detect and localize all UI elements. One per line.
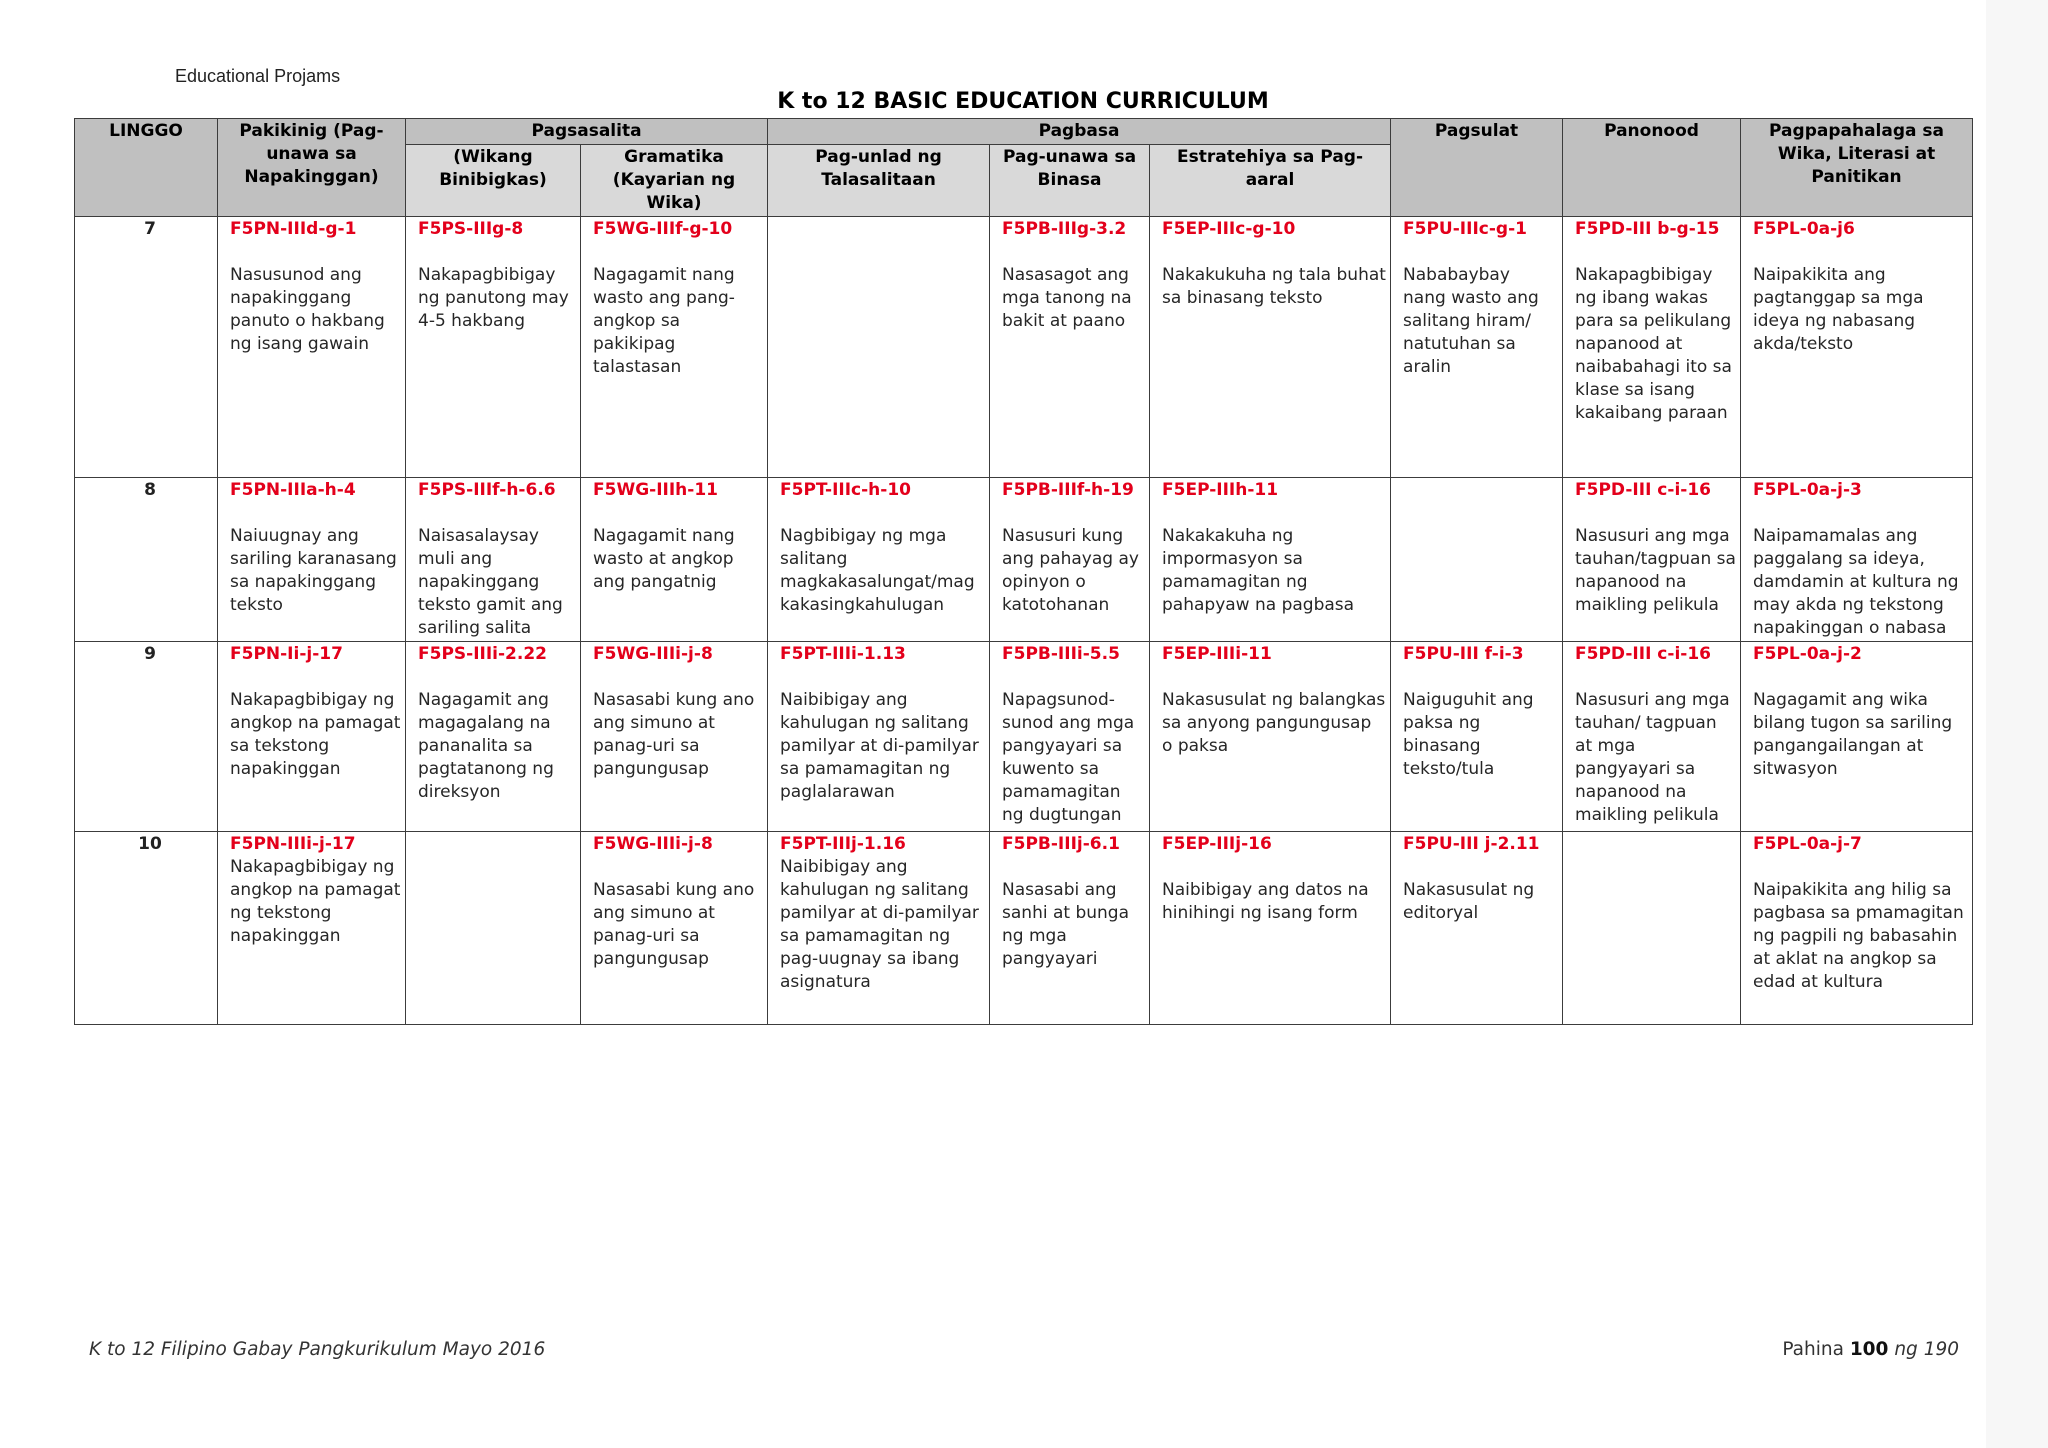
competency-description: Nakasusulat ng editoryal <box>1403 880 1535 923</box>
competency-description: Nagagamit ang wika bilang tugon sa sariling pangangailangan at sitwasyon <box>1753 690 1953 779</box>
table-row-week-7 <box>75 217 1973 478</box>
competency-description: Nasasabi kung ano ang simuno at panag-uri sa pangungusap <box>593 880 755 969</box>
header-pagbasa: Pagbasa <box>768 119 1391 145</box>
subheader-talasalitaan: Pag-unlad ng Talasalitaan <box>768 145 990 217</box>
subheader-wikang-binibigkas: (Wikang Binibigkas) <box>406 145 581 217</box>
competency-description: Naiguguhit ang paksa ng binasang teksto/tula <box>1403 690 1534 779</box>
competency-code: F5PU-IIIc-g-1 <box>1403 219 1527 239</box>
competency-description: Naipakikita ang hilig sa pagbasa sa pmamagitan ng pagpili ng babasahin at aklat na angkop sa edad at kultura <box>1753 880 1964 992</box>
cell-talasalitaan <box>768 832 990 1025</box>
competency-code: F5WG-IIIi-j-8 <box>593 834 713 854</box>
competency-description: Nakapagbibigay ng ibang wakas para sa pelikulang napanood at naibabahagi ito sa klase sa isang kakaibang paraan <box>1575 265 1732 423</box>
week-number: 7 <box>75 217 218 478</box>
cell-pakikinig <box>218 642 406 832</box>
cell-pagsulat <box>1391 832 1563 1025</box>
week-number: 10 <box>75 832 218 1025</box>
cell-pag-unawa-sa-binasa <box>990 832 1150 1025</box>
competency-description: Nasusuri ang mga tauhan/tagpuan sa napanood na maikling pelikula <box>1575 526 1736 615</box>
competency-description: Napagsunod-sunod ang mga pangyayari sa kuwento sa pamamagitan ng dugtungan <box>1002 690 1135 825</box>
cell-pagpapahalaga <box>1741 478 1973 642</box>
competency-code: F5PD-III b-g-15 <box>1575 219 1720 239</box>
competency-description: Nababaybay nang wasto ang salitang hiram/ natutuhan sa aralin <box>1403 265 1539 377</box>
cell-pakikinig <box>218 217 406 478</box>
competency-code: F5PS-IIIf-h-6.6 <box>418 480 556 500</box>
competency-description: Naibibigay ang kahulugan ng salitang pamilyar at di-pamilyar sa pamamagitan ng paglalarawan <box>780 690 979 802</box>
cell-estratehiya <box>1150 217 1391 478</box>
competency-code: F5PD-III c-i-16 <box>1575 644 1711 664</box>
cell-gramatika <box>581 832 768 1025</box>
competency-code: F5PN-IIIi-j-17 <box>230 834 356 854</box>
cell-pagpapahalaga <box>1741 832 1973 1025</box>
competency-description: Nasusuri kung ang pahayag ay opinyon o katotohanan <box>1002 526 1139 615</box>
page-title: K to 12 BASIC EDUCATION CURRICULUM <box>777 89 1269 114</box>
header-row-main <box>75 119 1973 145</box>
cell-panonood <box>1563 478 1741 642</box>
competency-code: F5PS-IIIi-2.22 <box>418 644 548 664</box>
cell-panonood <box>1563 217 1741 478</box>
competency-code: F5WG-IIIh-11 <box>593 480 718 500</box>
competency-code: F5EP-IIIc-g-10 <box>1162 219 1296 239</box>
competency-description: Naiuugnay ang sariling karanasang sa napakinggang teksto <box>230 526 397 615</box>
header-panonood: Panonood <box>1563 119 1741 217</box>
cell-estratehiya <box>1150 478 1391 642</box>
cell-pagsulat <box>1391 217 1563 478</box>
competency-code: F5PL-0a-j-7 <box>1753 834 1862 854</box>
competency-code: F5PS-IIIg-8 <box>418 219 524 239</box>
competency-code: F5PB-IIIi-5.5 <box>1002 644 1120 664</box>
cell-pag-unawa-sa-binasa <box>990 217 1150 478</box>
cell-talasalitaan <box>768 478 990 642</box>
footer-total-pages: 190 <box>1923 1339 1959 1360</box>
competency-description: Nakapagbibigay ng panutong may 4-5 hakbang <box>418 265 569 331</box>
competency-description: Nasasabi ang sanhi at bunga ng mga pangyayari <box>1002 880 1130 969</box>
table-row-week-10 <box>75 832 1973 1025</box>
footer-page-number <box>1782 1339 1959 1361</box>
subheader-gramatika: Gramatika (Kayarian ng Wika) <box>581 145 768 217</box>
week-number: 9 <box>75 642 218 832</box>
competency-description: Naipakikita ang pagtanggap sa mga ideya ng nabasang akda/teksto <box>1753 265 1924 354</box>
competency-description: Nagagamit ang magagalang na pananalita sa pagtatanong ng direksyon <box>418 690 554 802</box>
footer-page-label: Pahina <box>1782 1339 1844 1360</box>
competency-description: Nakasusulat ng balangkas sa anyong pangungusap o paksa <box>1162 690 1386 756</box>
competency-description: Naisasalaysay muli ang napakinggang teksto gamit ang sariling salita <box>418 526 563 638</box>
footer-current-page: 100 <box>1849 1339 1889 1360</box>
table-row-week-9 <box>75 642 1973 832</box>
competency-code: F5WG-IIIf-g-10 <box>593 219 733 239</box>
week-number: 8 <box>75 478 218 642</box>
cell-gramatika <box>581 217 768 478</box>
table-row-week-8 <box>75 478 1973 642</box>
competency-description: Nasusuri ang mga tauhan/ tagpuan at mga pangyayari sa napanood na maikling pelikula <box>1575 690 1730 825</box>
header-pakikinig: Pakikinig (Pag-unawa sa Napakinggan) <box>218 119 406 217</box>
competency-description: Nasusunod ang napakinggang panuto o hakbang ng isang gawain <box>230 265 385 354</box>
footer-document-name: K to 12 Filipino Gabay Pangkurikulum Mayo 2016 <box>89 1339 546 1360</box>
cell-pag-unawa-sa-binasa <box>990 642 1150 832</box>
competency-description: Nakapagbibigay ng angkop na pamagat ng tekstong napakinggan <box>230 857 401 946</box>
cell-talasalitaan <box>768 642 990 832</box>
competency-description: Nakapagbibigay ng angkop na pamagat sa tekstong napakinggan <box>230 690 401 779</box>
competency-code: F5PN-IIId-g-1 <box>230 219 357 239</box>
competency-code: F5PL-0a-j6 <box>1753 219 1855 239</box>
cell-wikang-binibigkas <box>406 217 581 478</box>
competency-description: Nasasabi kung ano ang simuno at panag-uri sa pangungusap <box>593 690 755 779</box>
cell-wikang-binibigkas <box>406 832 581 1025</box>
competency-code: F5PD-III c-i-16 <box>1575 480 1711 500</box>
subheader-pag-unawa-sa-binasa: Pag-unawa sa Binasa <box>990 145 1150 217</box>
cell-pagsulat <box>1391 642 1563 832</box>
competency-code: F5EP-IIIi-11 <box>1162 644 1272 664</box>
competency-description: Naipamamalas ang paggalang sa ideya, damdamin at kultura ng may akda ng tekstong napakinggan o nabasa <box>1753 526 1959 638</box>
competency-description: Nakakakuha ng impormasyon sa pamamagitan ng pahapyaw na pagbasa <box>1162 526 1355 615</box>
competency-code: F5PT-IIIi-1.13 <box>780 644 906 664</box>
competency-description: Nagagamit nang wasto at angkop ang pangatnig <box>593 526 735 592</box>
competency-code: F5PN-Ii-j-17 <box>230 644 343 664</box>
table-body <box>75 217 1973 1025</box>
competency-code: F5PT-IIIj-1.16 <box>780 834 906 854</box>
cell-pagpapahalaga <box>1741 642 1973 832</box>
cell-gramatika <box>581 642 768 832</box>
cell-panonood <box>1563 832 1741 1025</box>
cell-pagsulat <box>1391 478 1563 642</box>
header-pagsulat: Pagsulat <box>1391 119 1563 217</box>
cell-pag-unawa-sa-binasa <box>990 478 1150 642</box>
competency-code: F5WG-IIIi-j-8 <box>593 644 713 664</box>
competency-description: Nagagamit nang wasto ang pang-angkop sa pakikipag talastasan <box>593 265 735 377</box>
competency-code: F5PT-IIIc-h-10 <box>780 480 911 500</box>
page-edge-shade <box>1986 0 2048 1448</box>
cell-estratehiya <box>1150 642 1391 832</box>
competency-description: Nagbibigay ng mga salitang magkakasalungat/mag kakasingkahulugan <box>780 526 975 615</box>
cell-gramatika <box>581 478 768 642</box>
competency-code: F5PN-IIIa-h-4 <box>230 480 356 500</box>
document-header-label: Educational Projams <box>175 66 341 86</box>
cell-pakikinig <box>218 478 406 642</box>
competency-code: F5EP-IIIj-16 <box>1162 834 1272 854</box>
competency-code: F5PB-IIIj-6.1 <box>1002 834 1120 854</box>
cell-wikang-binibigkas <box>406 478 581 642</box>
competency-code: F5PU-III j-2.11 <box>1403 834 1540 854</box>
table-header <box>75 119 1973 217</box>
competency-description: Nakakukuha ng tala buhat sa binasang teksto <box>1162 265 1386 308</box>
subheader-estratehiya: Estratehiya sa Pag-aaral <box>1150 145 1391 217</box>
header-pagsasalita: Pagsasalita <box>406 119 768 145</box>
cell-talasalitaan <box>768 217 990 478</box>
footer-page-of: ng <box>1894 1339 1918 1360</box>
cell-pagpapahalaga <box>1741 217 1973 478</box>
cell-pakikinig <box>218 832 406 1025</box>
competency-code: F5PB-IIIf-h-19 <box>1002 480 1134 500</box>
competency-description: Naibibigay ang kahulugan ng salitang pamilyar at di-pamilyar sa pamamagitan ng pag-uugnay sa ibang asignatura <box>780 857 979 992</box>
competency-code: F5PL-0a-j-3 <box>1753 480 1862 500</box>
cell-wikang-binibigkas <box>406 642 581 832</box>
competency-description: Nasasagot ang mga tanong na bakit at paano <box>1002 265 1132 331</box>
competency-code: F5PB-IIIg-3.2 <box>1002 219 1127 239</box>
curriculum-table <box>74 118 1973 1025</box>
competency-code: F5PU-III f-i-3 <box>1403 644 1524 664</box>
cell-estratehiya <box>1150 832 1391 1025</box>
cell-panonood <box>1563 642 1741 832</box>
competency-description: Naibibigay ang datos na hinihingi ng isang form <box>1162 880 1369 923</box>
competency-code: F5PL-0a-j-2 <box>1753 644 1862 664</box>
competency-code: F5EP-IIIh-11 <box>1162 480 1279 500</box>
header-linggo: LINGGO <box>75 119 218 217</box>
header-pagpapahalaga: Pagpapahalaga sa Wika, Literasi at Panitikan <box>1741 119 1973 217</box>
